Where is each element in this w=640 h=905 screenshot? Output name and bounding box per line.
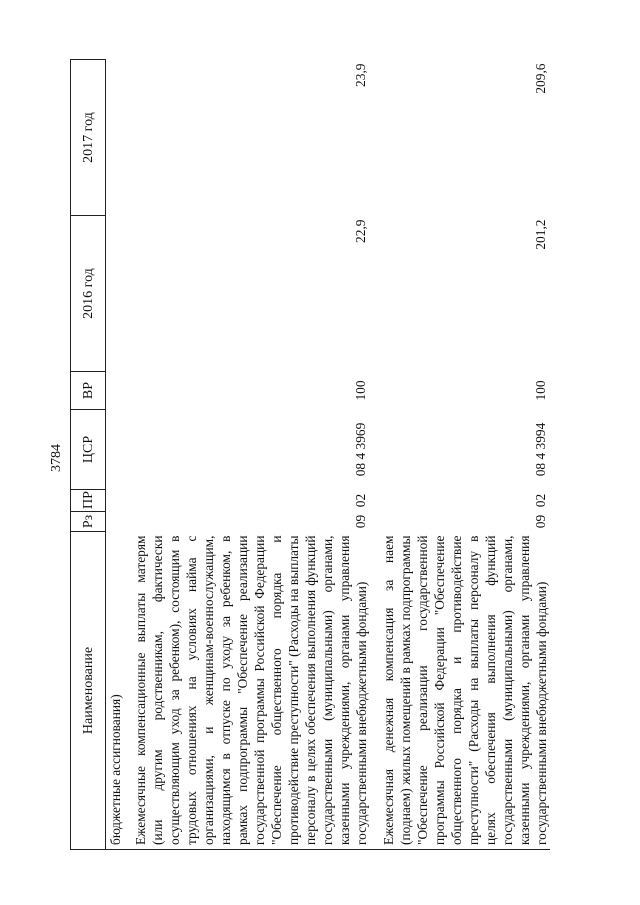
table-row xyxy=(128,60,370,850)
continuation-row xyxy=(106,60,129,850)
row-vr: 100 xyxy=(533,380,548,401)
row-rz: 09 xyxy=(353,514,368,529)
header-2016: 2016 год xyxy=(71,216,106,372)
row-name: Ежемесячная денежная компенсация за наем (поднаем) жилых помещений в рамках подпрограммы "Обеспечение реализации государственной программы Российской Федерации "Обеспечение общественного порядка и противодействие преступности" (Расходы на выплаты персоналу в целях обеспечения выполнения функций государственными (муниципальными) органами, казенными учреждениями, органами управления государственными внебюджетными фондами) xyxy=(370,532,550,850)
row-csr: 08 4 3969 xyxy=(353,422,368,477)
header-name: Наименование xyxy=(71,532,106,850)
header-csr: ЦСР xyxy=(71,410,106,490)
header-vr: ВР xyxy=(71,372,106,410)
header-2017: 2017 год xyxy=(71,60,106,216)
continuation-text: бюджетные ассигнования) xyxy=(106,532,129,850)
budget-table xyxy=(70,59,550,850)
row-vr: 100 xyxy=(353,380,368,401)
row-2016: 22,9 xyxy=(353,219,368,243)
row-csr: 08 4 3994 xyxy=(533,422,548,477)
row-2016: 201,2 xyxy=(533,219,548,250)
table-body xyxy=(106,60,551,850)
table-row xyxy=(370,60,550,850)
row-name: Ежемесячные компенсационные выплаты матерям (или другим родственникам, фактически осуществляющим уход за ребенком), состоящим в трудовых отношениях на условиях найма с организациями, и женщинам-военнослужащим, находящимся в отпуске по уходу за ребенком, в рамках подпрограммы "Обеспечение реализации государственной программы Российской Федерации "Обеспечение общественного порядка и противодействие преступности" (Расходы на выплаты персоналу в целях обеспечения выполнения функций государственными (муниципальными) органами, казенными учреждениями, органами управления государственными внебюджетными фондами) xyxy=(128,532,370,850)
page-number-text: 3784 xyxy=(49,444,64,472)
row-rz: 09 xyxy=(533,514,548,529)
header-pr: ПР xyxy=(71,490,106,512)
row-2017: 23,9 xyxy=(353,63,368,87)
row-pr: 02 xyxy=(533,493,548,508)
row-2017: 209,6 xyxy=(533,63,548,94)
header-rz: Рз xyxy=(71,512,106,532)
table-header xyxy=(71,60,106,850)
rotated-page-content xyxy=(70,60,605,850)
page-number xyxy=(47,438,67,478)
row-pr: 02 xyxy=(353,493,368,508)
